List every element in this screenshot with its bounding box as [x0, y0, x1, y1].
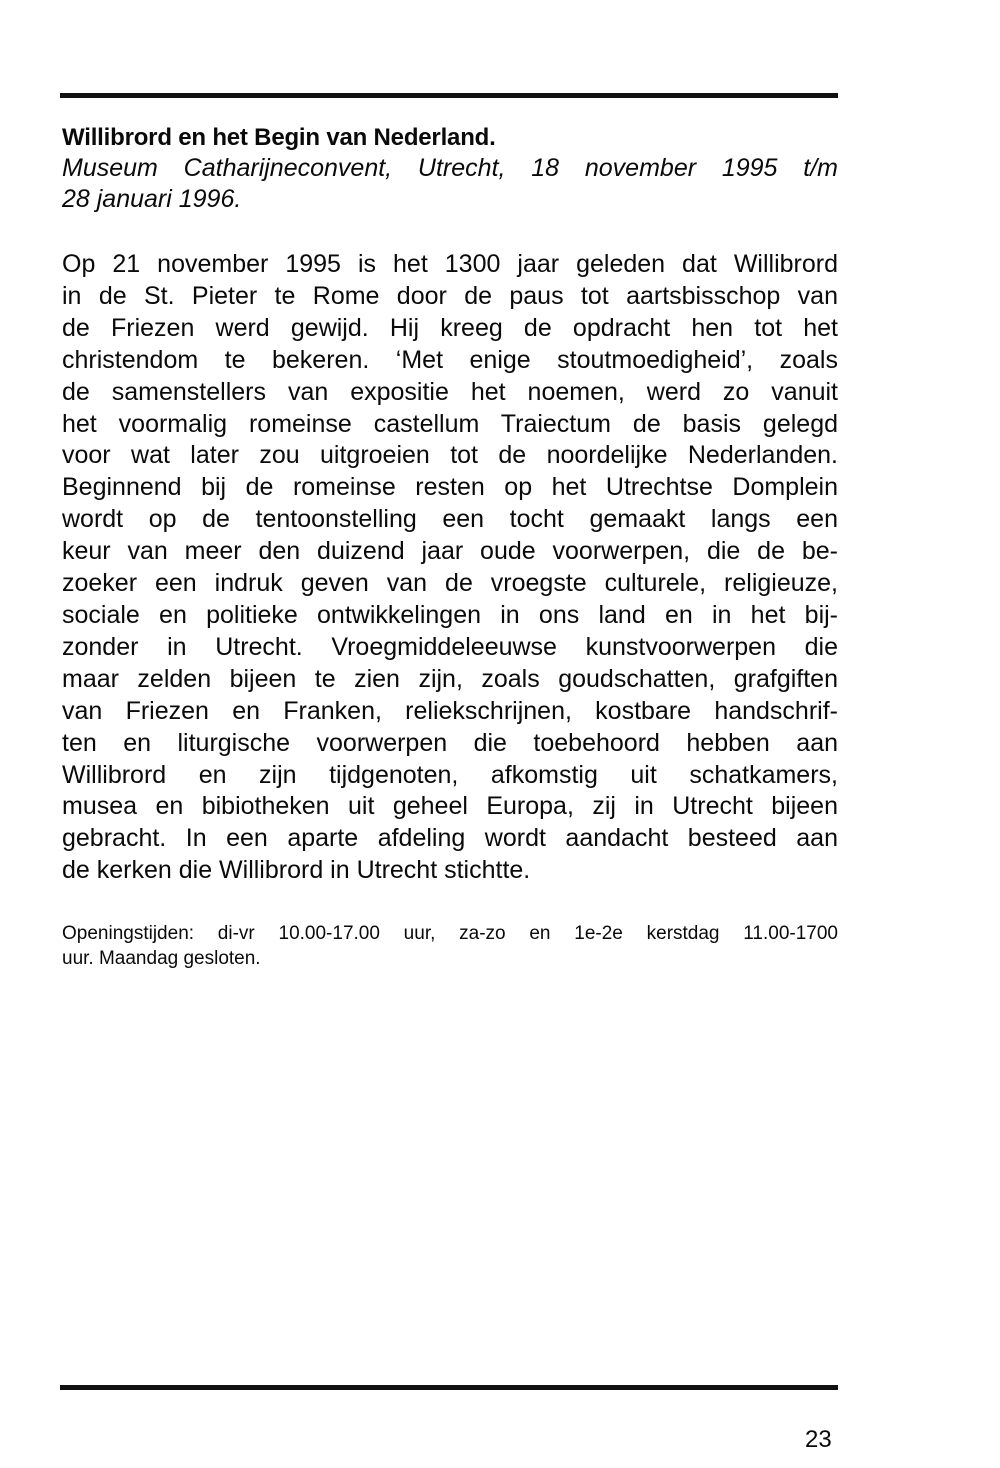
article-subtitle [62, 153, 838, 215]
page-number: 23 [805, 1426, 832, 1453]
article-title: Willibrord en het Begin van Nederland. [62, 124, 496, 151]
body-line: de kerken die Willibrord in Utrecht stichtte. [62, 856, 531, 885]
body-line: Op 21 november 1995 is het 1300 jaar geleden dat Willibrord [62, 250, 838, 278]
body-line: musea en bibiotheken uit geheel Europa, zij in Utrecht bijeen [62, 792, 838, 821]
body-line: de samenstellers van expositie het noemen, werd zo vanuit [62, 377, 838, 406]
article [62, 122, 838, 971]
body-line: maar zelden bijeen te zien zijn, zoals goudschatten, grafgiften [62, 664, 838, 693]
body-line: in de St. Pieter te Rome door de paus tot aartsbisschop van [62, 281, 838, 310]
body-line: ten en liturgische voorwerpen die toebehoord hebben aan [62, 728, 838, 757]
body-line: Beginnend bij de romeinse resten op het Utrechtse Domplein [62, 473, 838, 502]
body-line: het voormalig romeinse castellum Traiectum de basis gelegd [62, 409, 838, 438]
body-line: zoeker een indruk geven van de vroegste culturele, religieuze, [62, 569, 838, 598]
body-line: de Friezen werd gewijd. Hij kreeg de opdracht hen tot het [62, 313, 838, 342]
body-line: zonder in Utrecht. Vroegmiddeleeuwse kunstvoorwerpen die [62, 632, 838, 661]
opening-hours-line: Openingstijden: di-vr 10.00-17.00 uur, za-zo en 1e-2e kerstdag 11.00-1700 [62, 923, 838, 945]
opening-hours [62, 921, 838, 971]
body-line: wordt op de tentoonstelling een tocht gemaakt langs een [62, 505, 838, 534]
body-line: Willibrord en zijn tijdgenoten, afkomstig uit schatkamers, [62, 760, 838, 789]
body-line: sociale en politieke ontwikkelingen in ons land en in het bij- [62, 600, 838, 629]
body-line: van Friezen en Franken, reliekschrijnen, kostbare handschrif- [62, 696, 838, 725]
body-line: gebracht. In een aparte afdeling wordt aandacht besteed aan [62, 824, 838, 853]
body-line: voor wat later zou uitgroeien tot de noordelijke Nederlanden. [62, 441, 838, 470]
subtitle-line: Museum Catharijneconvent, Utrecht, 18 november 1995 t/m [62, 154, 838, 182]
article-body [62, 249, 838, 887]
subtitle-line: 28 januari 1996. [62, 185, 242, 213]
opening-hours-line: uur. Maandag gesloten. [62, 948, 261, 970]
body-line: keur van meer den duizend jaar oude voorwerpen, die de be- [62, 537, 838, 566]
top-rule [60, 93, 838, 98]
body-line: christendom te bekeren. ‘Met enige stoutmoedigheid’, zoals [62, 345, 838, 374]
bottom-rule [60, 1385, 838, 1390]
